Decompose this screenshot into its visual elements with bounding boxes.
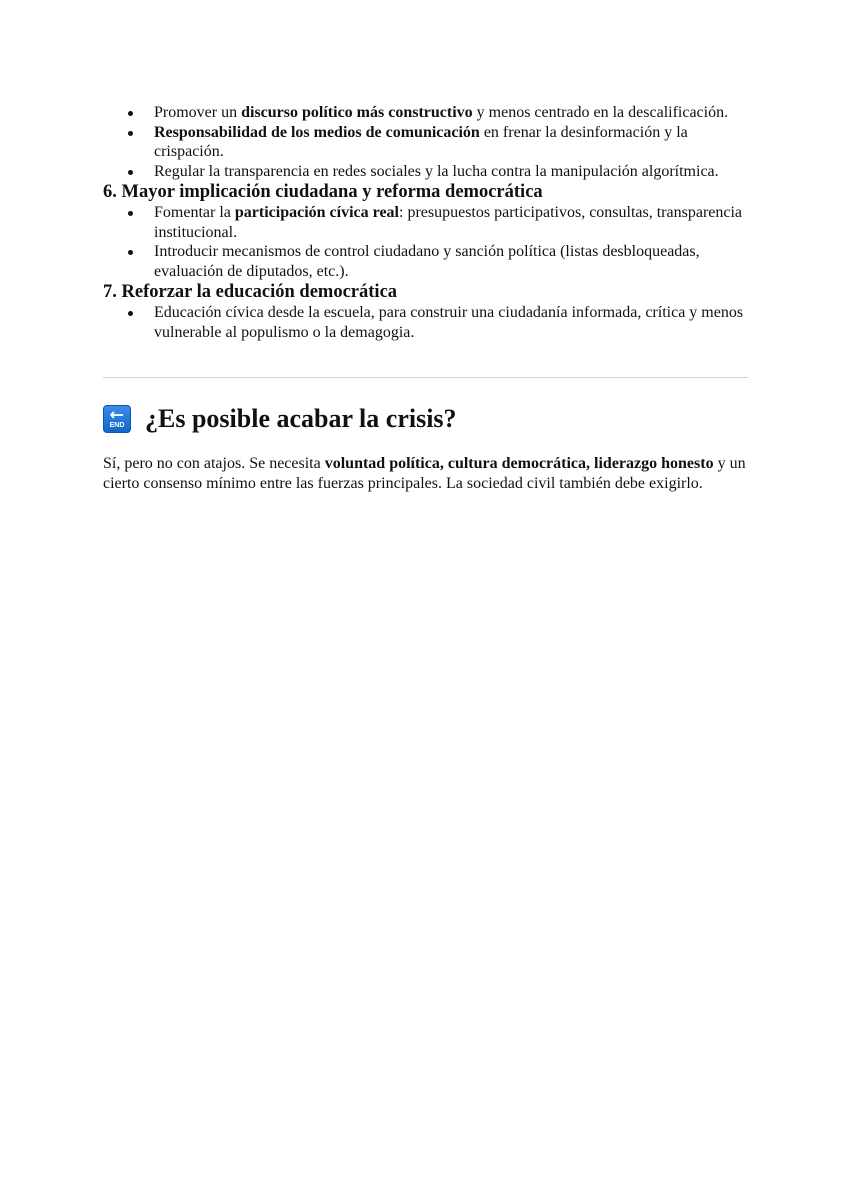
bullet-text: Responsabilidad de los medios de comunicación en frenar la desinformación y la crispación. xyxy=(154,123,688,160)
bullet-icon xyxy=(128,311,133,316)
section6-bullet-list xyxy=(103,203,748,281)
list-item xyxy=(103,203,748,242)
bullet-icon xyxy=(128,131,133,136)
section5-bullet-list xyxy=(103,103,748,181)
end-arrow-icon xyxy=(103,405,131,433)
bullet-icon xyxy=(128,211,133,216)
bullet-icon xyxy=(128,170,133,175)
conclusion-heading xyxy=(103,403,748,435)
list-item xyxy=(103,123,748,162)
bullet-text: Regular la transparencia en redes sociales y la lucha contra la manipulación algorítmica. xyxy=(154,162,719,180)
bullet-icon xyxy=(128,111,133,116)
conclusion-title: ¿Es posible acabar la crisis? xyxy=(145,404,457,433)
end-icon-label: END xyxy=(109,422,125,429)
section-heading-6: 6. Mayor implicación ciudadana y reforma democrática xyxy=(103,182,543,202)
bullet-text: Fomentar la participación cívica real: presupuestos participativos, consultas, transparencia institucional. xyxy=(154,204,743,241)
document-content xyxy=(103,103,748,493)
bullet-text: Promover un discurso político más constructivo y menos centrado en la descalificación. xyxy=(154,104,729,121)
list-item xyxy=(103,303,748,342)
list-item xyxy=(103,103,748,123)
horizontal-divider xyxy=(103,377,748,378)
conclusion-paragraph: Sí, pero no con atajos. Se necesita voluntad política, cultura democrática, liderazgo honesto y un cierto consenso mínimo entre las fuerzas principales. La sociedad civil también debe exigirlo. xyxy=(103,455,746,492)
bullet-icon xyxy=(128,250,133,255)
bullet-text: Educación cívica desde la escuela, para construir una ciudadanía informada, crítica y menos vulnerable al populismo o la demagogia. xyxy=(154,304,744,341)
section7-bullet-list xyxy=(103,303,748,342)
list-item xyxy=(103,242,748,281)
section-heading-7: 7. Reforzar la educación democrática xyxy=(103,282,398,302)
list-item xyxy=(103,162,748,182)
bullet-text: Introducir mecanismos de control ciudadano y sanción política (listas desbloqueadas, evaluación de diputados, etc.). xyxy=(154,243,700,280)
